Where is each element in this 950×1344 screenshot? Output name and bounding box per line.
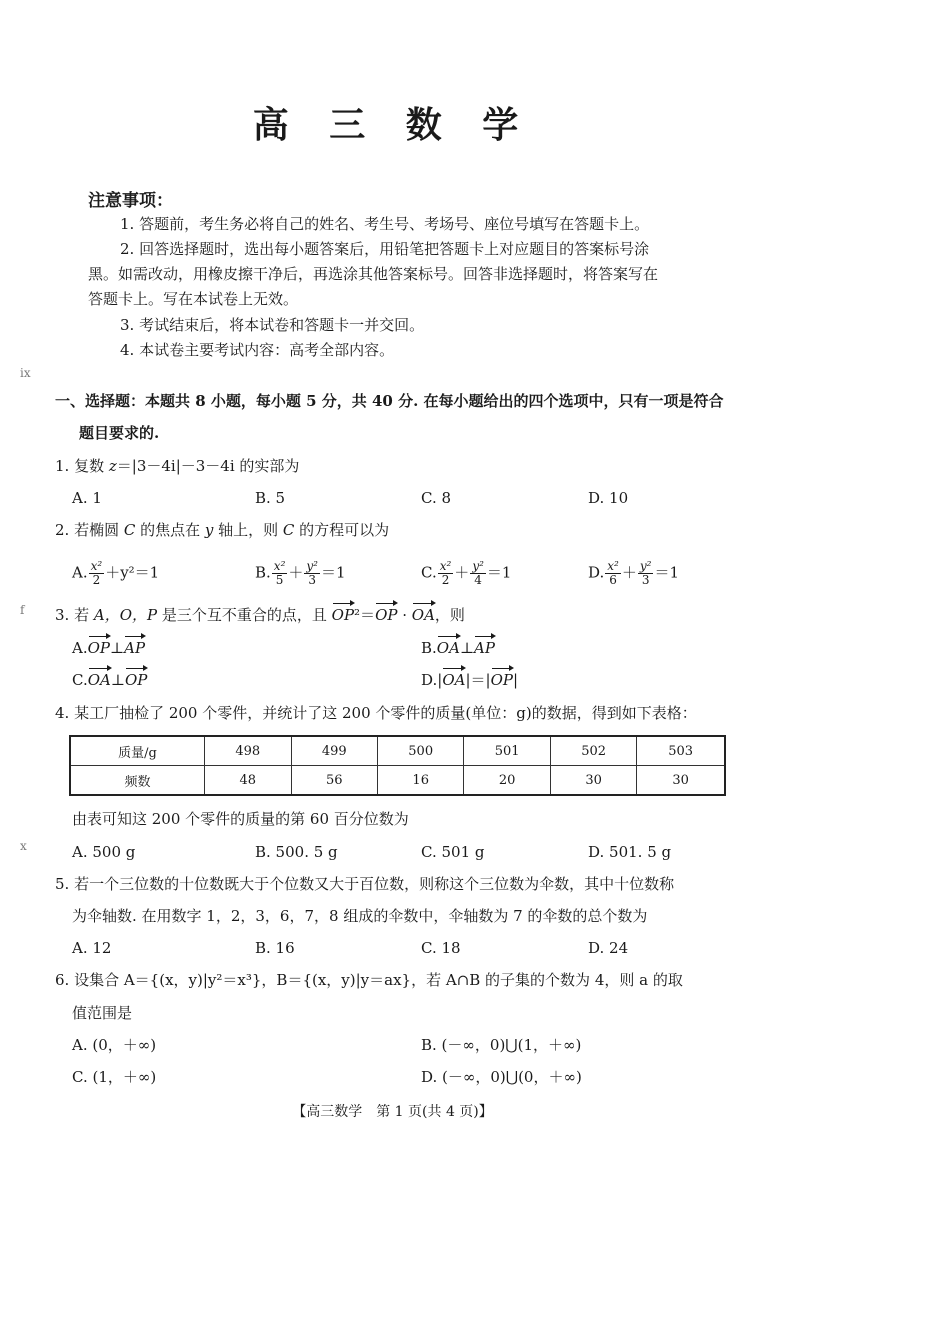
q5-option-b: B. 16 — [255, 939, 295, 957]
q3-option-b: B.OA⊥AP — [421, 639, 495, 657]
q4-data-table — [69, 735, 726, 796]
q1-stem-post: ＝|3－4i|－3－4i 的实部为 — [116, 457, 300, 475]
table-cell: 56 — [291, 766, 377, 796]
q5-option-c: C. 18 — [421, 939, 461, 957]
notice-item-3: 3. 考试结束后，将本试卷和答题卡一并交回。 — [120, 316, 425, 334]
table-cell: 30 — [637, 766, 725, 796]
q4-stem: 4. 某工厂抽检了 200 个零件，并统计了这 200 个零件的质量(单位：g)的数据，得到如下表格： — [55, 704, 697, 722]
q2-option-a — [72, 560, 159, 587]
notice-item-4: 4. 本试卷主要考试内容：高考全部内容。 — [120, 341, 395, 359]
q2-option-b: B. $\frac{\text{x²}}{5}$ ＋ $\frac{\text{y²}}{3}$ ＝1 — [255, 559, 346, 587]
table-cell: 500 — [377, 736, 463, 766]
notice-heading: 注意事项： — [88, 191, 173, 211]
notice-item-2-line-1: 2. 回答选择题时，选出每小题答案后，用铅笔把答题卡上对应题目的答案标号涂 — [120, 240, 650, 258]
table-cell: 498 — [205, 736, 291, 766]
notice-item-2-line-3: 答题卡上。写在本试卷上无效。 — [88, 290, 299, 308]
table-cell: 20 — [464, 766, 550, 796]
q4-option-b: B. 500. 5 g — [255, 843, 338, 861]
margin-mark: f — [20, 603, 25, 617]
q6-option-a: A. (0，＋∞) — [72, 1036, 157, 1054]
page-footer: 【高三数学 第 1 页(共 4 页)】 — [292, 1104, 493, 1120]
q2-c-var: C — [123, 521, 136, 539]
q2-c-label: C. — [421, 563, 437, 582]
table-cell: 503 — [637, 736, 725, 766]
table-cell: 48 — [205, 766, 291, 796]
q3-stem: 3. 若 A，O，P 是三个互不重合的点，且 OP²＝OP · OA，则 — [55, 606, 465, 624]
q1-stem — [55, 456, 299, 476]
section-heading-line-1: 一、选择题：本题共 8 小题，每小题 5 分，共 40 分. 在每小题给出的四个选项中，只有一项是符合 — [55, 392, 724, 410]
table-row — [70, 736, 725, 766]
q2-d-label: D. — [588, 563, 605, 582]
table-header-cell: 质量/g — [70, 736, 205, 766]
q2-d-frac-2: $\frac{\text{y²}}{3}$ — [639, 559, 652, 587]
q3-option-a: A.OP⊥AP — [72, 639, 146, 657]
q2-stem-mid: 的焦点在 — [135, 521, 205, 539]
exam-title: 高 三 数 学 — [252, 104, 533, 146]
q2-b-frac-1: $\frac{\text{x²}}{5}$ — [273, 559, 286, 587]
q3-points: A，O，P — [93, 606, 158, 624]
q2-stem-post: 的方程可以为 — [294, 521, 390, 539]
vector-oa: OA — [411, 606, 435, 624]
q5-stem-line-2: 为伞轴数. 在用数字 1，2，3，6，7，8 组成的伞数中，伞轴数为 7 的伞数的总个数为 — [72, 907, 648, 925]
margin-mark: ⅹ — [20, 839, 27, 853]
q5-stem-line-1: 5. 若一个三位数的十位数既大于个位数又大于百位数，则称这个三位数为伞数，其中十位数称 — [55, 875, 675, 893]
q4-option-d: D. 501. 5 g — [588, 843, 672, 861]
q4-option-c: C. 501 g — [421, 843, 485, 861]
table-row — [70, 766, 725, 796]
q2-c-frac-2: $\frac{\text{y²}}{4}$ — [472, 559, 484, 587]
notice-item-1: 1. 答题前，考生务必将自己的姓名、考生号、考场号、座位号填写在答题卡上。 — [120, 215, 650, 233]
q2-b-frac-2: $\frac{\text{y²}}{3}$ — [306, 559, 318, 587]
table-cell: 30 — [550, 766, 636, 796]
q6-stem-line-1: 6. 设集合 A＝{(x，y)|y²＝x³}，B＝{(x，y)|y＝ax}，若 A∩B 的子集的个数为 4，则 a 的取 — [55, 971, 683, 989]
q5-option-a: A. 12 — [72, 939, 112, 957]
q5-option-d: D. 24 — [588, 939, 629, 957]
q4-option-a: A. 500 g — [72, 843, 136, 861]
vector-op: OP — [375, 606, 398, 624]
q3-option-c: C.OA⊥OP — [72, 671, 148, 689]
q2-stem — [55, 520, 389, 540]
q2-d-frac-1: $\frac{\text{x²}}{6}$ — [607, 559, 619, 587]
q2-c-frac-1: $\frac{\text{x²}}{2}$ — [439, 559, 452, 587]
q2-a-rest: ＋y²＝1 — [105, 563, 160, 582]
table-cell: 501 — [464, 736, 550, 766]
q2-b-label: B. — [255, 563, 271, 582]
notice-item-2-line-2: 黑。如需改动，用橡皮擦干净后，再选涂其他答案标号。回答非选择题时，将答案写在 — [88, 265, 659, 283]
section-heading-line-2: 题目要求的. — [79, 424, 160, 442]
q6-option-b: B. (－∞，0)⋃(1，＋∞) — [421, 1036, 582, 1054]
q2-option-d: D. $\frac{\text{x²}}{6}$ ＋ $\frac{\text{y²}}{3}$ ＝1 — [588, 559, 679, 587]
q6-stem-line-2: 值范围是 — [72, 1004, 133, 1022]
table-header-cell: 频数 — [70, 766, 205, 796]
q6-option-c: C. (1，＋∞) — [72, 1068, 157, 1086]
table-cell: 502 — [550, 736, 636, 766]
table-cell: 16 — [377, 766, 463, 796]
q1-z: z — [108, 457, 117, 475]
q4-followup: 由表可知这 200 个零件的质量的第 60 百分位数为 — [72, 810, 409, 828]
q2-a-frac: $\frac{\text{x²}}{2}$ — [90, 559, 103, 587]
q1-option-a: A. 1 — [72, 489, 102, 507]
q1-option-b: B. 5 — [255, 489, 286, 507]
q2-option-c: C. $\frac{\text{x²}}{2}$ ＋ $\frac{\text{y²}}{4}$ ＝1 — [421, 559, 512, 587]
q2-a-label: A. — [72, 563, 88, 582]
q2-stem-mid2: 轴上，则 — [213, 521, 283, 539]
q2-stem-pre: 2. 若椭圆 — [55, 521, 124, 539]
table-cell: 499 — [291, 736, 377, 766]
margin-mark: ⅸ — [20, 366, 31, 380]
q2-c-var-2: C — [282, 521, 295, 539]
q6-option-d: D. (－∞，0)⋃(0，＋∞) — [421, 1068, 582, 1086]
q2-y-var: y — [204, 521, 214, 539]
q1-stem-pre: 1. 复数 — [55, 457, 109, 475]
q1-option-c: C. 8 — [421, 489, 452, 507]
q1-option-d: D. 10 — [588, 489, 629, 507]
vector-op: OP — [331, 606, 355, 624]
q3-option-d: D.|OA|＝|OP| — [421, 671, 519, 689]
